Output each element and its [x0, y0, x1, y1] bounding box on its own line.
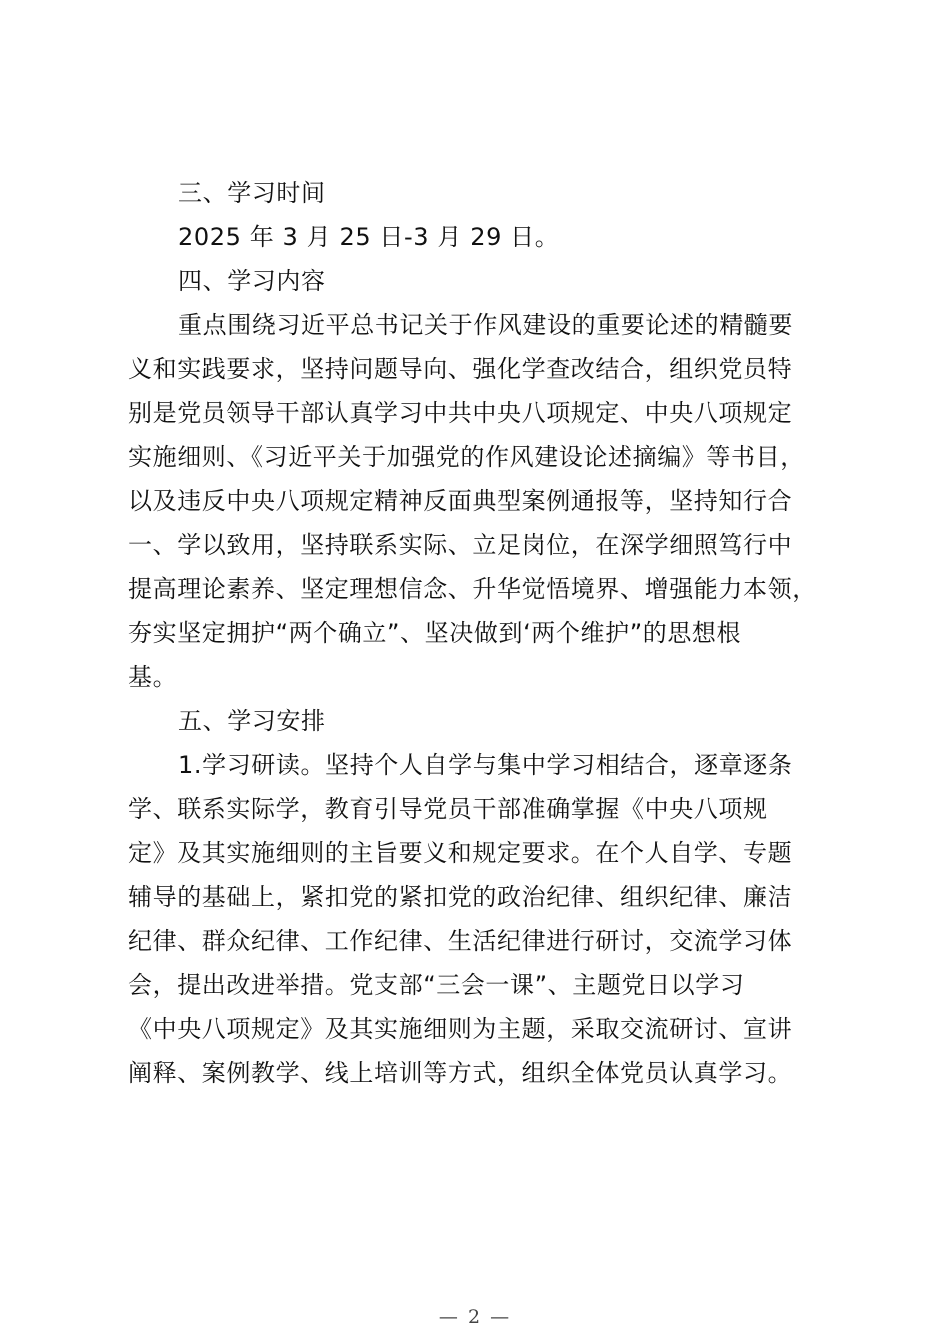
arrangement-line: 定》及其实施细则的主旨要义和规定要求。在个人自学、专题 — [128, 839, 793, 867]
content-line: 重点围绕习近平总书记关于作风建设的重要论述的精髓要 — [178, 311, 793, 339]
heading-study-time: 三、学习时间 — [178, 179, 326, 207]
content-line: 夯实坚定拥护“两个确立”、坚决做到‘两个维护”的思想根 — [128, 619, 742, 647]
content-line: 一、学以致用，坚持联系实际、立足岗位，在深学细照笃行中 — [128, 531, 793, 559]
content-line: 以及违反中央八项规定精神反面典型案例通报等，坚持知行合 — [128, 487, 793, 515]
arrangement-line: 纪律、群众纪律、工作纪律、生活纪律进行研讨，交流学习体 — [128, 927, 793, 955]
heading-study-arrangement: 五、学习安排 — [178, 707, 326, 735]
arrangement-line: 学、联系实际学，教育引导党员干部准确掌握《中央八项规 — [128, 795, 768, 823]
arrangement-line: 会，提出改进举措。党支部“三会一课”、主题党日以学习 — [128, 971, 745, 999]
content-line: 实施细则、《习近平关于加强党的作风建设论述摘编》等书目， — [128, 443, 805, 471]
heading-study-content: 四、学习内容 — [178, 267, 326, 295]
content-line: 别是党员领导干部认真学习中共中央八项规定、中央八项规定 — [128, 399, 793, 427]
content-line: 义和实践要求，坚持问题导向、强化学查改结合，组织党员特 — [128, 355, 793, 383]
content-line: 基。 — [128, 663, 178, 691]
arrangement-line: 辅导的基础上，紧扣党的紧扣党的政治纪律、组织纪律、廉洁 — [128, 883, 793, 911]
arrangement-line: 1.学习研读。坚持个人自学与集中学习相结合，逐章逐条 — [178, 751, 793, 779]
study-date-line: 2025 年 3 月 25 日-3 月 29 日。 — [178, 223, 560, 251]
arrangement-line: 阐释、案例教学、线上培训等方式，组织全体党员认真学习。 — [128, 1059, 793, 1087]
arrangement-line: 《中央八项规定》及其实施细则为主题，采取交流研讨、宣讲 — [128, 1015, 793, 1043]
content-line: 提高理论素养、坚定理想信念、升华觉悟境界、增强能力本领， — [128, 575, 817, 603]
page-number: — 2 — — [438, 1306, 512, 1328]
